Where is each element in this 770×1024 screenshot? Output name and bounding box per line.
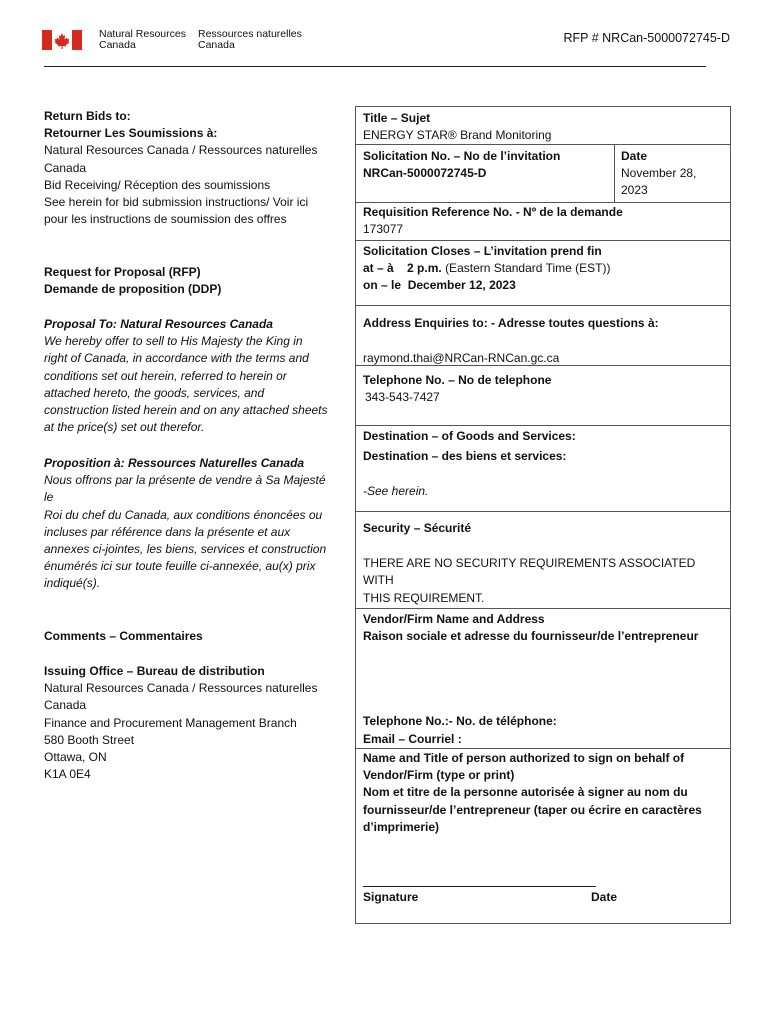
- rfp-heading-fr: Demande de proposition (DDP): [44, 282, 222, 297]
- office-line: Ottawa, ON: [44, 750, 107, 765]
- issuing-office-heading: Issuing Office – Bureau de distribution: [44, 664, 265, 678]
- destination-cell: [356, 426, 730, 512]
- closes-time-line: [363, 260, 724, 277]
- proposal-fr-line: annexes ci-jointes, les biens, services et construction: [44, 542, 327, 557]
- destination-label-en: Destination – of Goods and Services:: [363, 429, 576, 443]
- signature-cell: [356, 749, 730, 923]
- enquiries-label: Address Enquiries to: - Adresse toutes questions à:: [363, 316, 659, 330]
- security-cell: [356, 512, 730, 609]
- signer-line: Name and Title of person authorized to sign on behalf of: [363, 751, 685, 765]
- closing-cell: [356, 241, 730, 306]
- proposal-en-line: at the price(s) set out therefor.: [44, 420, 205, 435]
- title-value: ENERGY STAR® Brand Monitoring: [363, 128, 552, 143]
- solicitation-cell: [356, 145, 730, 203]
- rfp-number: RFP # NRCan-5000072745-D: [563, 31, 730, 45]
- signer-line: Vendor/Firm (type or print): [363, 768, 515, 783]
- closes-at-label: at – à: [363, 261, 394, 276]
- date-value-line: November 28,: [621, 166, 697, 181]
- signer-line: Nom et titre de la personne autorisée à signer au nom du: [363, 785, 688, 800]
- requisition-value: 173077: [363, 222, 404, 237]
- vendor-email-label: Email – Courriel :: [363, 731, 462, 746]
- telephone-value: 343-543-7427: [365, 390, 440, 405]
- title-cell: [356, 107, 730, 145]
- enquiries-cell: [356, 306, 730, 366]
- closes-date: December 12, 2023: [407, 278, 516, 293]
- proposal-en-line: attached hereto, the goods, services, and: [44, 385, 265, 400]
- page-header: [0, 0, 770, 70]
- solicitation-number-block: [356, 145, 615, 202]
- vendor-label-fr: Raison sociale et adresse du fournisseur/de l’entrepreneur: [363, 629, 699, 644]
- header-divider: [44, 66, 706, 67]
- vendor-label: Vendor/Firm Name and Address: [363, 612, 545, 626]
- office-line: Finance and Procurement Management Branch: [44, 715, 297, 730]
- solicitation-details-box: [355, 106, 731, 924]
- title-label: Title – Sujet: [363, 111, 431, 125]
- security-label: Security – Sécurité: [363, 521, 472, 535]
- office-line: K1A 0E4: [44, 767, 91, 782]
- return-bids-section: [44, 108, 354, 228]
- return-line: Canada: [44, 160, 87, 175]
- proposal-en-section: [44, 316, 354, 436]
- canada-flag-icon: [42, 30, 82, 50]
- telephone-label: Telephone No. – No de telephone: [363, 373, 552, 387]
- closes-label: Solicitation Closes – L’invitation prend fin: [363, 244, 602, 258]
- requisition-cell: [356, 203, 730, 241]
- signature-date-label: Date: [591, 890, 618, 904]
- proposal-fr-line: incluses par référence dans la présente et aux: [44, 524, 291, 539]
- vendor-cell: [356, 609, 730, 749]
- proposal-en-line: right of Canada, in accordance with the terms and: [44, 351, 309, 366]
- security-line: THERE ARE NO SECURITY REQUIREMENTS ASSOCIATED WITH: [363, 556, 696, 588]
- requisition-label: Requisition Reference No. - Nº de la demande: [363, 205, 623, 219]
- proposal-fr-line: énumérés ici sur toute feuille ci-annexée, au(x) prix: [44, 559, 316, 574]
- proposal-en-line: conditions set out herein, referred to herein or: [44, 368, 287, 383]
- return-line: Natural Resources Canada / Ressources naturelles: [44, 143, 318, 158]
- proposal-fr-line: Roi du chef du Canada, aux conditions énoncées ou: [44, 507, 323, 522]
- vendor-phone-label: Telephone No.:- No. de téléphone:: [363, 714, 557, 729]
- date-block: [616, 145, 730, 200]
- signature-label: Signature: [363, 890, 419, 904]
- rfp-heading-en: Request for Proposal (RFP): [44, 265, 201, 279]
- proposal-fr-line: indiqué(s).: [44, 576, 101, 591]
- return-line: pour les instructions de soumission des offres: [44, 212, 287, 227]
- destination-label-fr: Destination – des biens et services:: [363, 449, 567, 464]
- proposal-en-line: construction listed herein and on any attached sheets: [44, 403, 328, 418]
- flag-right-band: [72, 30, 82, 50]
- date-label: Date: [621, 149, 648, 163]
- flag-left-band: [42, 30, 52, 50]
- proposal-fr-section: [44, 455, 354, 593]
- solicitation-value: NRCan-5000072745-D: [363, 166, 487, 181]
- signer-line: fournisseur/de l’entrepreneur (taper ou écrire en caractères: [363, 802, 702, 817]
- proposal-en-line: We hereby offer to sell to His Majesty the King in: [44, 334, 303, 349]
- office-line: Canada: [44, 698, 87, 713]
- closes-time: 2 p.m.: [407, 261, 442, 276]
- return-line: See herein for bid submission instructions/ Voir ici: [44, 195, 309, 210]
- return-line: Bid Receiving/ Réception des soumissions: [44, 177, 271, 192]
- telephone-cell: [356, 366, 730, 426]
- return-bids-heading-en: Return Bids to:: [44, 109, 131, 123]
- rfp-type-section: [44, 264, 354, 298]
- proposition-heading: Proposition à: Ressources Naturelles Canada: [44, 456, 305, 470]
- proposal-to-heading: Proposal To: Natural Resources Canada: [44, 317, 273, 331]
- department-name-fr: Ressources naturelles Canada: [198, 28, 302, 51]
- issuing-office-section: [44, 663, 354, 783]
- solicitation-label: Solicitation No. – No de l’invitation: [363, 149, 561, 163]
- comments-section: [44, 628, 354, 645]
- date-value-line: 2023: [621, 183, 648, 198]
- destination-value: -See herein.: [363, 484, 429, 499]
- security-line: THIS REQUIREMENT.: [363, 590, 485, 605]
- signer-line: d’imprimerie): [363, 819, 440, 834]
- closes-date-line: [363, 277, 724, 294]
- comments-heading: Comments – Commentaires: [44, 629, 203, 643]
- return-bids-heading-fr: Retourner Les Soumissions à:: [44, 126, 218, 141]
- closes-timezone: (Eastern Standard Time (EST)): [445, 261, 611, 276]
- enquiries-email: raymond.thai@NRCan-RNCan.gc.ca: [363, 351, 560, 366]
- proposal-fr-line: le: [44, 490, 54, 505]
- proposal-fr-line: Nous offrons par la présente de vendre à Sa Majesté: [44, 473, 326, 488]
- department-name-en: Natural Resources Canada: [99, 28, 186, 51]
- signature-line: [363, 886, 596, 887]
- closes-on-label: on – le: [363, 278, 402, 293]
- office-line: 580 Booth Street: [44, 732, 135, 747]
- office-line: Natural Resources Canada / Ressources naturelles: [44, 681, 318, 696]
